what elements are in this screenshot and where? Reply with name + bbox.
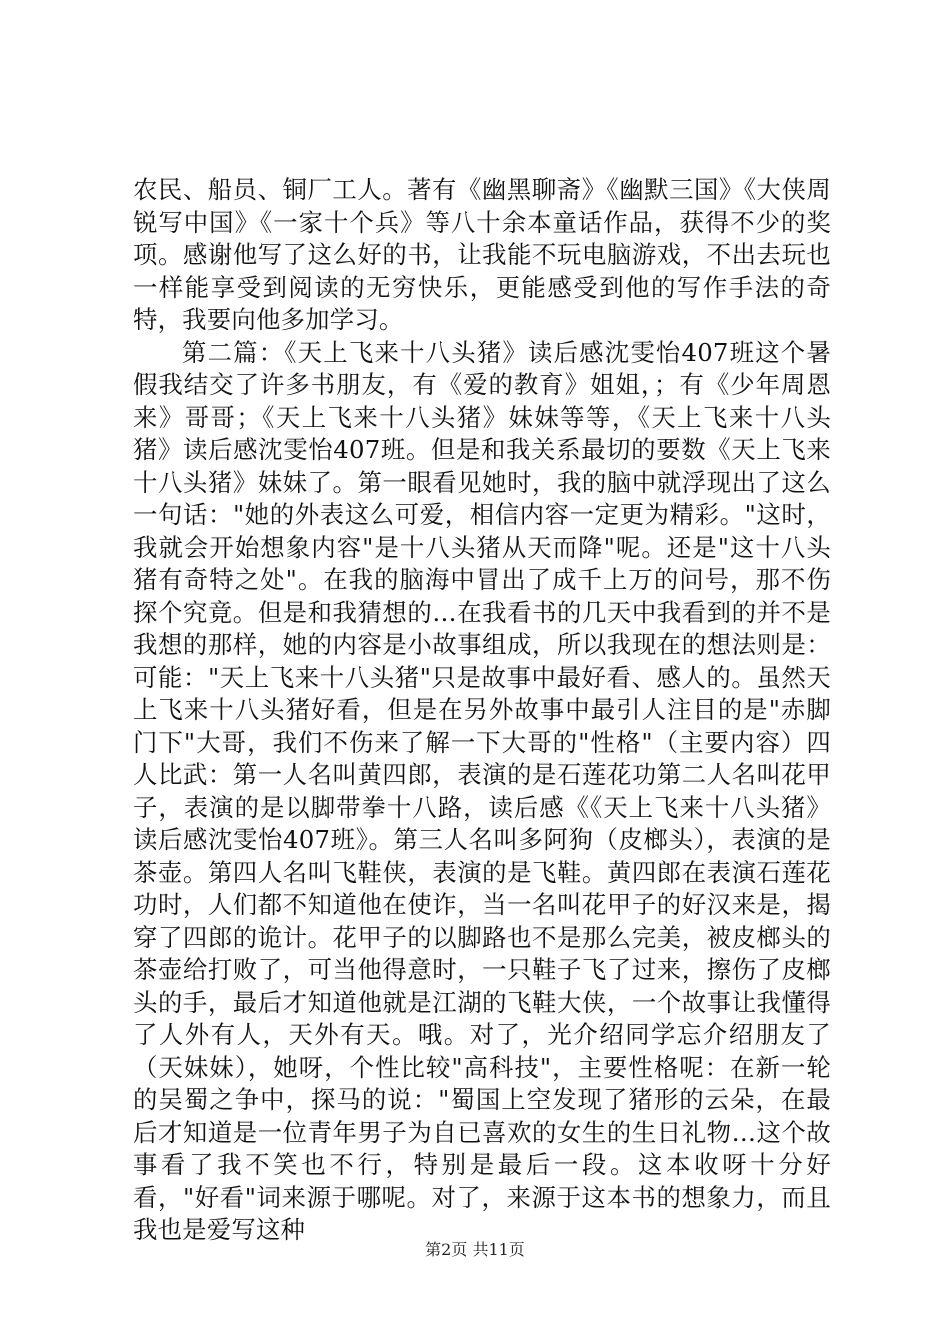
document-body	[133, 174, 831, 1247]
paragraph-second-article: 第二篇：《天上飞来十八头猪》读后感沈雯怡407班这个暑假我结交了许多书朋友，有《爱的教育》姐姐，；有《少年周恩来》哥哥；《天上飞来十八头猪》妹妹等等，《天上飞来十八头猪》读后感沈雯怡407班。但是和我关系最切的要数《天上飞来十八头猪》妹妹了。第一眼看见她时，我的脑中就浮现出了这么一句话："她的外表这么可爱，相信内容一定更为精彩。"这时，我就会开始想象内容"是十八头猪从天而降"呢。还是"这十八头猪有奇特之处"。在我的脑海中冒出了成千上万的问号，那不伤探个究竟。但是和我猜想的…在我看书的几天中我看到的并不是我想的那样，她的内容是小故事组成，所以我现在的想法则是：可能："天上飞来十八头猪"只是故事中最好看、感人的。虽然天上飞来十八头猪好看，但是在另外故事中最引人注目的是"赤脚门下"大哥，我们不伤来了解一下大哥的"性格"（主要内容）四人比武：第一人名叫黄四郎，表演的是石莲花功第二人名叫花甲子，表演的是以脚带拳十八路，读后感《《天上飞来十八头猪》读后感沈雯怡407班》。第三人名叫多阿狗（皮榔头），表演的是茶壶。第四人名叫飞鞋侠，表演的是飞鞋。黄四郎在表演石莲花功时，人们都不知道他在使诈，当一名叫花甲子的好汉来是，揭穿了四郎的诡计。花甲子的以脚路也不是那么完美，被皮榔头的茶壶给打败了，可当他得意时，一只鞋子飞了过来，擦伤了皮榔头的手，最后才知道他就是江湖的飞鞋大侠，一个故事让我懂得了人外有人，天外有天。哦。对了，光介绍同学忘介绍朋友了（天妹妹），她呀，个性比较"高科技"，主要性格呢：在新一轮的吴蜀之争中，探马的说："蜀国上空发现了猪形的云朵，在最后才知道是一位青年男子为自已喜欢的女生的生日礼物…这个故事看了我不笑也不行，特别是最后一段。这本收呀十分好看，"好看"词来源于哪呢。对了，来源于这本书的想象力，而且我也是爱写这种	[133, 337, 831, 1244]
page-footer: 第2页 共11页	[425, 1240, 525, 1259]
paragraph-continuation: 农民、船员、铜厂工人。著有《幽黑聊斋》《幽默三国》《大侠周锐写中国》《一家十个兵》等八十余本童话作品，获得不少的奖项。感谢他写了这么好的书，让我能不玩电脑游戏，不出去玩也一样能享受到阅读的无穷快乐，更能感受到他的写作手法的奇特，我要向他多加学习。	[133, 175, 831, 334]
